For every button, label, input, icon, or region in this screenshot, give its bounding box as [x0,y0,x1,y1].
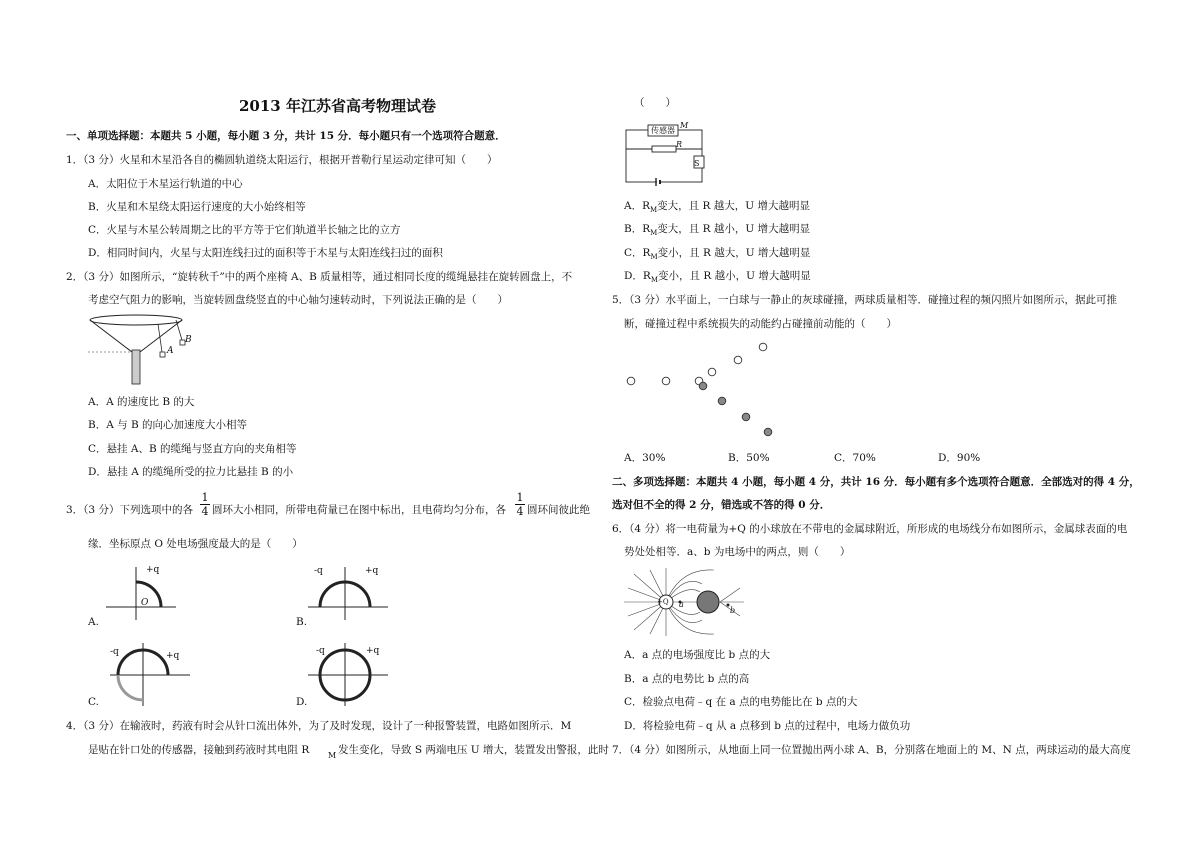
q3-label-c: C. [88,696,99,708]
q2-option-c: C．悬挂 A、B 的缆绳与竖直方向的夹角相等 [88,443,297,455]
q4-option-a: A．$R_M$变大，且 R 越大，U 增大越明显 [624,200,810,215]
q1-option-b: B．火星和木星绕太阳运行速度的大小始终相等 [88,201,306,213]
q6-option-c: C．检验点电荷﹣q 在 a 点的电势能比在 b 点的大 [624,696,858,708]
q3-label-d: D. [296,696,308,708]
circuit-sensor-label: 传感器 [651,126,675,135]
q4-option-c: C．$R_M$变小，且 R 越大，U 增大越明显 [624,247,811,262]
q2-stem-line2: 考虑空气阻力的影响，当旋转圆盘绕竖直的中心轴匀速转动时，下列说法正确的是（ ） [88,294,508,306]
q4-option-b: B．$R_M$变大，且 R 越小，U 增大越明显 [624,223,811,238]
section2-header-line2: 选对但不全的得 2 分，错选或不答的得 0 分． [612,499,831,511]
q1-stem: 1．（3 分）火星和木星沿各自的椭圆轨道绕太阳运行，根据开普勒行星运动定律可知（ ） [66,154,498,166]
q3a-origin: O [141,598,149,608]
swing-figure [88,312,198,387]
q6-b-label: b [730,606,736,615]
q3d-plus-q: +q [366,646,380,656]
q1-option-a: A．太阳位于木星运行轨道的中心 [88,178,243,190]
q3-figure-c [110,640,200,706]
q6-a-label: a [679,600,684,609]
q2-option-b: B．A 与 B 的向心加速度大小相等 [88,419,248,431]
fraction-quarter-1: 1 4 [201,491,209,518]
swing-label-b: B [185,335,192,345]
q2-option-a: A．A 的速度比 B 的大 [88,396,195,408]
q6-stem-line1: 6．（4 分）将一电荷量为+Q 的小球放在不带电的金属球附近，所形成的电场线分布如图所示，金属球表面的电 [612,523,1128,535]
q2-option-d: D．悬挂 A 的缆绳所受的拉力比悬挂 B 的小 [88,466,294,478]
q4-bracket: （ ） [634,97,676,109]
section1-header: 一、单项选择题：本题共 5 小题，每小题 3 分，共计 15 分．每小题只有一个选项符合题意． [66,130,506,142]
q4-stem-rm-sub: M [328,751,337,760]
q3d-minus-q: -q [316,646,325,656]
q6-stem-line2: 势处处相等．a、b 为电场中的两点，则（ ） [624,546,851,558]
q4-option-d: D．$R_M$变小，且 R 越小，U 增大越明显 [624,270,811,285]
q5-stem-line2: 断，碰撞过程中系统损失的动能约占碰撞前动能的（ ） [624,318,897,330]
q3c-plus-q: +q [166,651,180,661]
q3a-plus-q: +q [146,565,160,575]
left-column [66,0,609,848]
q5-option-d: D．90% [938,452,981,464]
circuit-s-label: S [694,159,700,168]
q4-stem-line2-part1: 是贴在针口处的传感器，接触到药液时其电阻 R [88,744,310,756]
q3b-minus-q: -q [314,566,323,576]
q3b-plus-q: +q [365,566,379,576]
q6-option-d: D．将检验电荷﹣q 从 a 点移到 b 点的过程中，电场力做负功 [624,720,911,732]
circuit-m-label: M [680,121,689,130]
q7-stem-line1: 7．（4 分）如图所示，从地面上同一位置抛出两小球 A、B，分别落在地面上的 M、N 点，两球运动的最大高度 [612,744,1131,756]
q3c-minus-q: -q [110,647,119,657]
q6-option-b: B．a 点的电势比 b 点的高 [624,673,750,685]
q3-stem-part1: 3．（3 分）下列选项中的各 [66,504,193,516]
q1-option-c: C．火星与木星公转周期之比的平方等于它们轨道半长轴之比的立方 [88,224,401,236]
q5-option-a: A．30% [624,452,666,464]
q6-option-a: A．a 点的电场强度比 b 点的大 [624,649,771,661]
q4-stem-line1: 4．（3 分）在输液时，药液有时会从针口流出体外，为了及时发现，设计了一种报警装置，电路如图所示．M [66,720,572,732]
q6-field-lines-figure [624,568,748,636]
q3-stem-part3: 圆环间彼此绝 [527,504,590,516]
page-title: 2013 年江苏省高考物理试卷 [239,97,436,115]
q6-plus-q-label: +Q [657,598,669,606]
fraction-quarter-2: 1 4 [516,491,524,518]
swing-label-a: A [167,346,174,356]
q3-label-a: A. [88,616,99,628]
q5-stem-line1: 5．（3 分）水平面上，一白球与一静止的灰球碰撞，两球质量相等．碰撞过程的频闪照片如图所示，据此可推 [612,294,1117,306]
q4-stem-line2-part2: 发生变化，导致 S 两端电压 U 增大，装置发出警报，此时 [338,744,609,756]
q1-option-d: D．相同时间内，火星与太阳连线扫过的面积等于木星与太阳连线扫过的面积 [88,247,443,259]
q3-label-b: B. [296,616,308,628]
q2-stem-line1: 2．（3 分）如图所示，“旋转秋千”中的两个座椅 A、B 质量相等，通过相同长度的缆绳悬挂在旋转圆盘上，不 [66,271,573,283]
q5-option-b: B．50% [728,452,770,464]
q3-stem-part2: 圆环大小相同，所带电荷量已在图中标出，且电荷均匀分布，各 [212,504,506,516]
q5-option-c: C．70% [834,452,876,464]
circuit-r-label: R [676,140,683,149]
right-column [612,0,1140,848]
q3-stem-line2: 缘．坐标原点 O 处电场强度最大的是（ ） [88,538,303,550]
section2-header-line1: 二、多项选择题：本题共 4 小题，每小题 4 分，共计 16 分．每小题有多个选项符合题意．全部选对的得 4 分， [612,476,1140,488]
q5-collision-photo [624,340,794,440]
